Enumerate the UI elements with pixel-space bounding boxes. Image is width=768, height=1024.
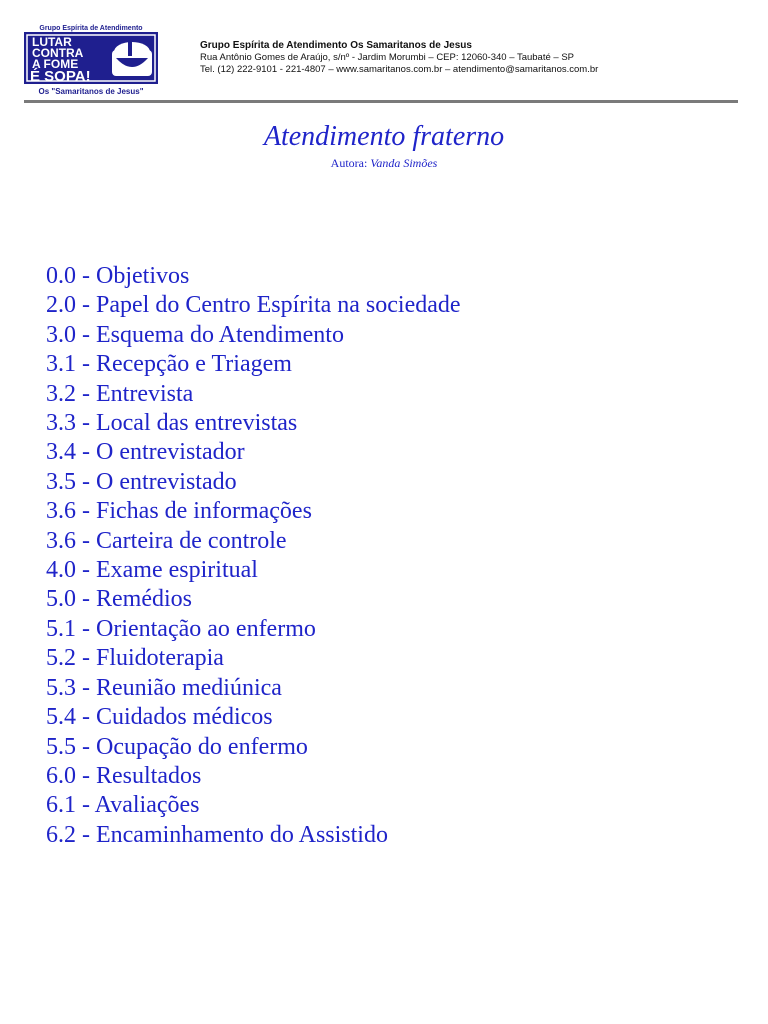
toc-item: 5.2 - Fluidoterapia	[46, 645, 224, 672]
organization-logo	[24, 24, 158, 96]
toc-item: 4.0 - Exame espiritual	[46, 557, 258, 584]
logo-line-3: A FOME	[32, 57, 79, 71]
toc-item: 5.3 - Reunião mediúnica	[46, 674, 282, 701]
document-author	[0, 156, 768, 170]
logo-line-2: CONTRA	[32, 46, 84, 60]
organization-contact: Tel. (12) 222-9101 - 221-4807 – www.samaritanos.com.br – atendimento@samaritanos.com.br	[200, 64, 599, 75]
logo-line-4: É SOPA!	[30, 68, 91, 85]
toc-item: 3.2 - Entrevista	[46, 380, 194, 407]
toc-item: 3.6 - Fichas de informações	[46, 498, 312, 525]
organization-name: Grupo Espírita de Atendimento Os Samaritanos de Jesus	[200, 40, 472, 51]
toc-item: 6.1 - Avaliações	[46, 792, 200, 819]
toc-item: 3.3 - Local das entrevistas	[46, 410, 298, 437]
header-divider	[24, 100, 738, 103]
toc-item: 5.5 - Ocupação do enfermo	[46, 733, 308, 760]
toc-item: 3.6 - Carteira de controle	[46, 527, 287, 554]
logo-top-text: Grupo Espírita de Atendimento	[39, 25, 143, 32]
toc-item: 3.1 - Recepção e Triagem	[46, 351, 292, 378]
toc-item: 5.0 - Remédios	[46, 586, 192, 613]
logo-bottom-text: Os "Samaritanos de Jesus"	[38, 87, 144, 96]
toc-item: 6.0 - Resultados	[46, 762, 202, 789]
toc-item: 3.5 - O entrevistado	[46, 468, 237, 495]
toc-item: 3.0 - Esquema do Atendimento	[46, 321, 344, 348]
table-of-contents	[46, 262, 461, 850]
organization-info	[200, 40, 598, 76]
author-name: Vanda Simões	[370, 156, 438, 170]
toc-item: 6.2 - Encaminhamento do Assistido	[46, 821, 388, 848]
toc-item: 0.0 - Objetivos	[46, 263, 190, 289]
organization-address: Rua Antônio Gomes de Araújo, s/nº - Jardim Morumbi – CEP: 12060-340 – Taubaté – SP	[200, 52, 575, 63]
toc-item: 3.4 - O entrevistador	[46, 439, 245, 466]
logo-line-1: LUTAR	[32, 35, 72, 49]
toc-item: 2.0 - Papel do Centro Espírita na sociedade	[46, 292, 461, 319]
toc-item: 5.1 - Orientação ao enfermo	[46, 615, 316, 642]
document-title: Atendimento fraterno	[263, 121, 505, 152]
author-label: Autora:	[330, 156, 368, 170]
toc-item: 5.4 - Cuidados médicos	[46, 704, 273, 731]
letterhead	[24, 24, 746, 100]
